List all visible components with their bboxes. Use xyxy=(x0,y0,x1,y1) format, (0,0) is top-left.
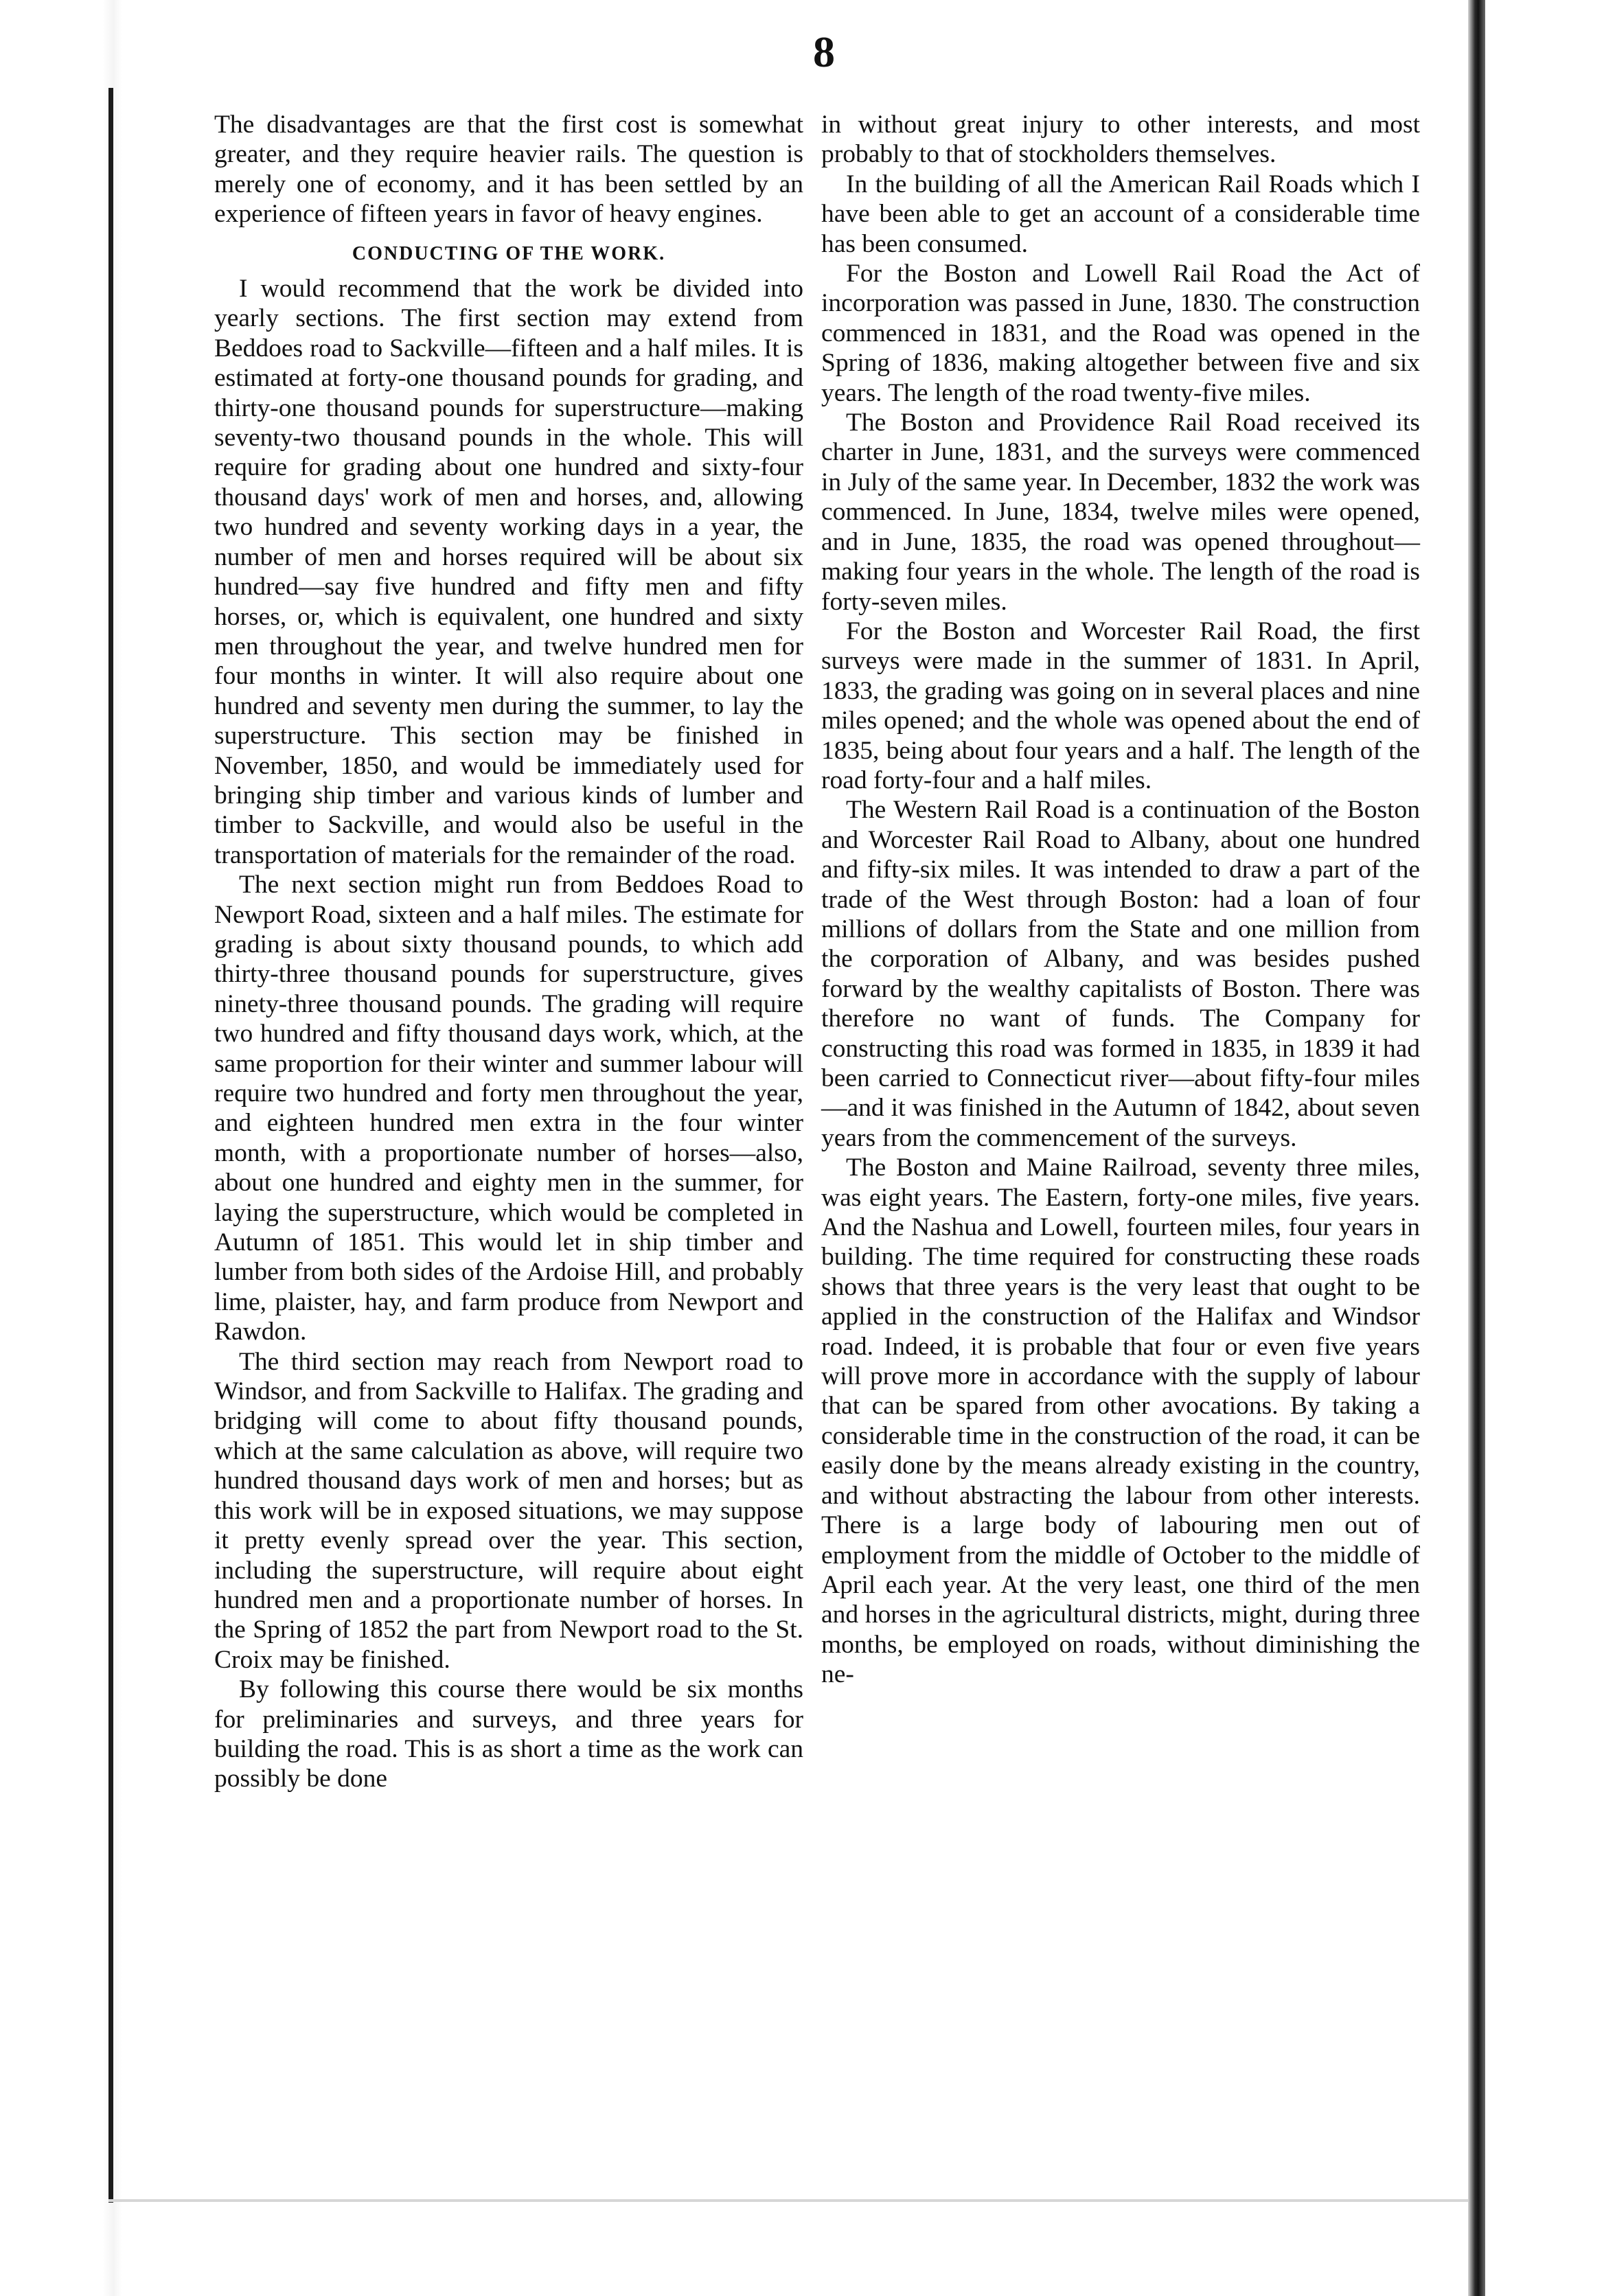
paragraph: The Boston and Providence Rail Road received its charter in June, 1831, and the surveys were commenced in July of the same year. In December, 1832 the work was commenced. In June, 1834, twelve miles were opened, and in June, 1835, the road was opened throughout—making four years in the whole. The length of the road is forty-seven miles. xyxy=(821,409,1420,616)
book-gutter xyxy=(1468,0,1485,2296)
page-bottom-edge xyxy=(108,2199,1468,2202)
paragraph: The Western Rail Road is a continuation of the Boston and Worcester Rail Road to Albany, about one hundred and fifty-six miles. It was intended to draw a part of the trade of the West through Boston: had a loan of four millions of dollars from the State and one million from the corporation of Albany, and was besides pushed forward by the wealthy capitalists of Boston. There was therefore no want of funds. The Company for constructing this road was formed in 1835, in 1839 it had been carried to Connecticut river—about fifty-four miles—and it was finished in the Autumn of 1842, about seven years from the commencement of the surveys. xyxy=(821,796,1420,1152)
left-column xyxy=(214,110,803,1794)
paragraph: The third section may reach from Newport road to Windsor, and from Sackville to Halifax. The grading and bridging will come to about fifty thousand pounds, which at the same calculation as above, will require two hundred thousand days work of men and horses; but as this work will be in exposed situations, we may suppose it pretty evenly spread over the year. This section, including the superstructure, will require about eight hundred men and a proportionate number of horses. In the Spring of 1852 the part from Newport road to the St. Croix may be finished. xyxy=(214,1347,803,1674)
paragraph: For the Boston and Worcester Rail Road, the first surveys were made in the summer of 1831. In April, 1833, the grading was going on in several places and nine miles opened; and the whole was opened about the end of 1835, being about four years and a half. The length of the road forty-four and a half miles. xyxy=(821,617,1420,794)
paragraph: I would recommend that the work be divided into yearly sections. The first section may extend from Beddoes road to Sackville—fifteen and a half miles. It is estimated at forty-one thousand pounds for grading, and thirty-one thousand pounds for superstructure—making seventy-two thousand pounds in the whole. This will require for grading about one hundred and sixty-four thousand days' work of men and horses, and, allowing two hundred and seventy working days in a year, the number of men and horses required will be about six hundred—say five hundred and fifty men and fifty horses, or, which is equivalent, one hundred and sixty men throughout the year, and twelve hundred men for four months in winter. It will also require about one hundred and seventy men during the summer, to lay the superstructure. This section may be finished in November, 1850, and would be immediately used for bringing ship timber and various kinds of lumber and timber to Sackville, and would also be useful in the transportation of materials for the remainder of the road. xyxy=(214,275,803,869)
intro-paragraph: The disadvantages are that the first cost is somewhat greater, and they require heavier rails. The question is merely one of economy, and it has been settled by an experience of fifteen years in favor of heavy engines. xyxy=(214,111,803,229)
paragraph: In the building of all the American Rail Roads which I have been able to get an account of a considerable time has been consumed. xyxy=(821,170,1420,258)
paragraph: The Boston and Maine Railroad, seventy three miles, was eight years. The Eastern, forty-one miles, five years. And the Nashua and Lowell, fourteen miles, four years in building. The time required for constructing these roads shows that three years is the very least that ought to be applied in the construction of the Halifax and Windsor road. Indeed, it is probable that four or even five years will prove more in accordance with the supply of labour that can be spared from other avocations. By taking a considerable time in the construction of the road, it can be easily done by the means already existing in the country, and without abstracting the labour from other interests. There is a large body of labouring men out of employment from the middle of October to the middle of April each year. At the very least, one third of the men and horses in the agricultural districts, might, during three months, be employed on roads, without diminishing the ne- xyxy=(821,1153,1420,1689)
middle-column xyxy=(821,110,1420,1690)
page-edge-rule xyxy=(108,88,113,2203)
page-number: 8 xyxy=(813,27,835,76)
scan-margin xyxy=(0,0,122,2296)
paragraph: For the Boston and Lowell Rail Road the Act of incorporation was passed in June, 1830. The construction commenced in 1831, and the Road was opened in the Spring of 1836, making altogether between five and six years. The length of the road twenty-five miles. xyxy=(821,260,1420,407)
section-heading: CONDUCTING OF THE WORK. xyxy=(352,242,666,264)
paragraph: The next section might run from Beddoes Road to Newport Road, sixteen and a half miles. The estimate for grading is about sixty thousand pounds, to which add thirty-three thousand pounds for superstructure, gives ninety-three thousand pounds. The grading will require two hundred and fifty thousand days work, which, at the same proportion for their winter and summer labour will require two hundred and forty men throughout the year, and eighteen hundred men extra in the four winter month, with a proportionate number of horses—also, about one hundred and eighty men in the summer, for laying the superstructure, which would be completed in Autumn of 1851. This would let in ship timber and lumber from both sides of the Ardoise Hill, and probably lime, plaister, hay, and farm produce from Newport and Rawdon. xyxy=(214,871,803,1346)
paragraph: in without great injury to other interests, and most probably to that of stockholders themselves. xyxy=(821,111,1420,169)
paragraph: By following this course there would be six months for preliminaries and surveys, and three years for building the road. This is as short a time as the work can possibly be done xyxy=(214,1675,803,1793)
